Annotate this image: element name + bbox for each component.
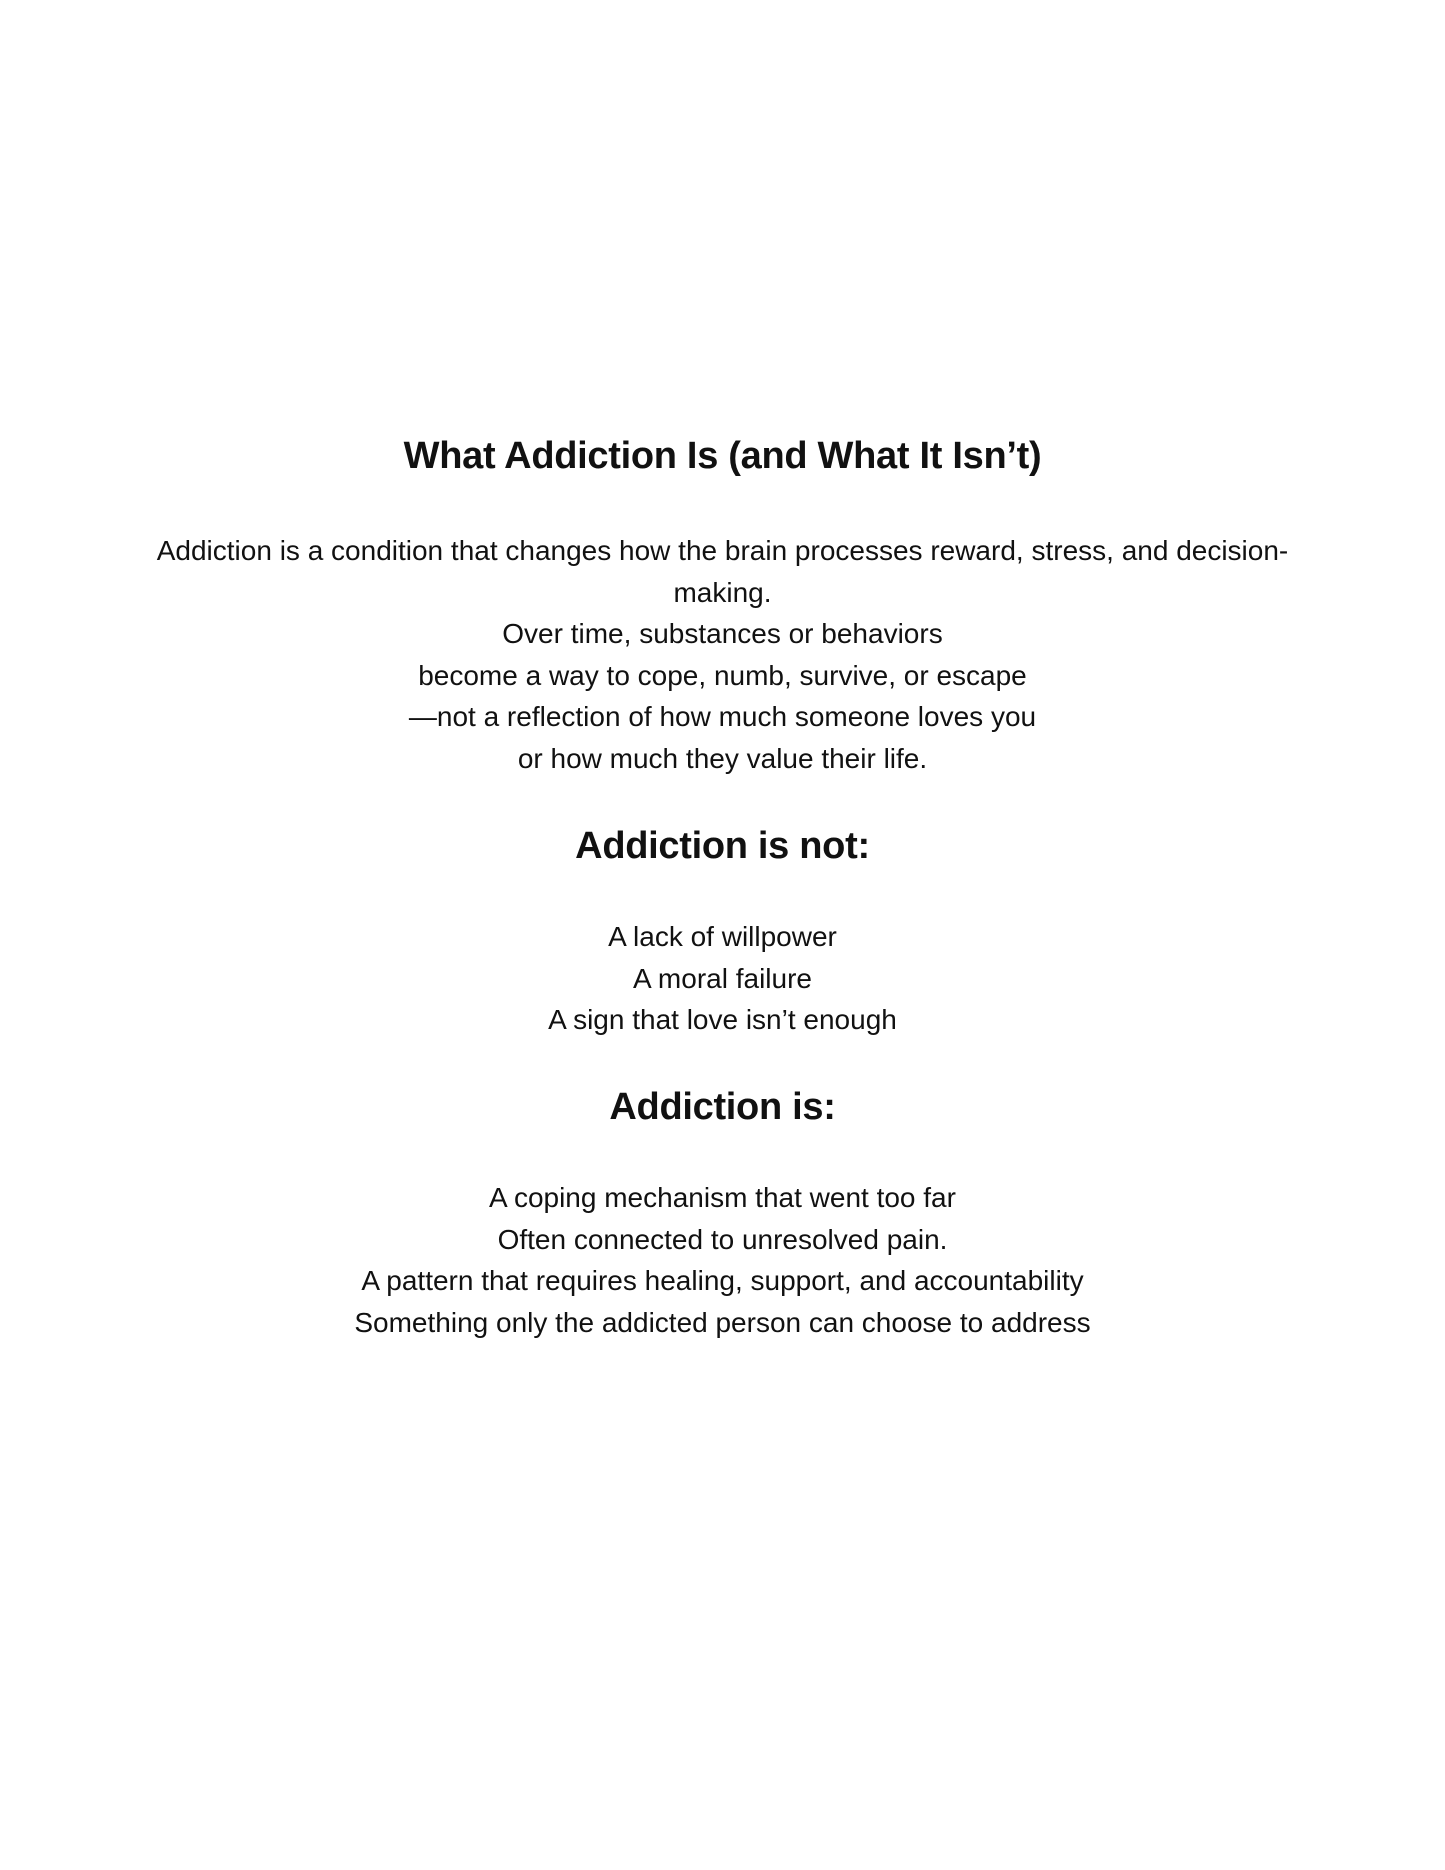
addiction-is-not-list: [0, 916, 1445, 1041]
intro-line: become a way to cope, numb, survive, or escape: [418, 659, 1027, 691]
intro-line: Over time, substances or behaviors: [502, 618, 943, 649]
addiction-is-heading: Addiction is:: [609, 1086, 836, 1128]
addiction-is-not-heading: Addiction is not:: [575, 825, 870, 867]
intro-line: Addiction is a condition that changes how the brain processes reward, stress, and decision-making.: [156, 535, 1289, 608]
list-item: A moral failure: [633, 962, 812, 994]
page-title: What Addiction Is (and What It Isn’t): [403, 435, 1042, 477]
list-item: Something only the addicted person can choose to address: [354, 1306, 1091, 1338]
addiction-is-list: [0, 1177, 1445, 1343]
list-item: A sign that love isn’t enough: [548, 1004, 897, 1035]
intro-line: —not a reflection of how much someone loves you: [408, 701, 1037, 732]
list-item: A coping mechanism that went too far: [489, 1182, 956, 1213]
list-item: A lack of willpower: [608, 921, 837, 952]
list-item: A pattern that requires healing, support, and accountability: [361, 1265, 1084, 1296]
intro-line: or how much they value their life.: [517, 742, 928, 774]
intro-paragraph: [150, 530, 1295, 779]
list-item: Often connected to unresolved pain.: [497, 1223, 948, 1255]
